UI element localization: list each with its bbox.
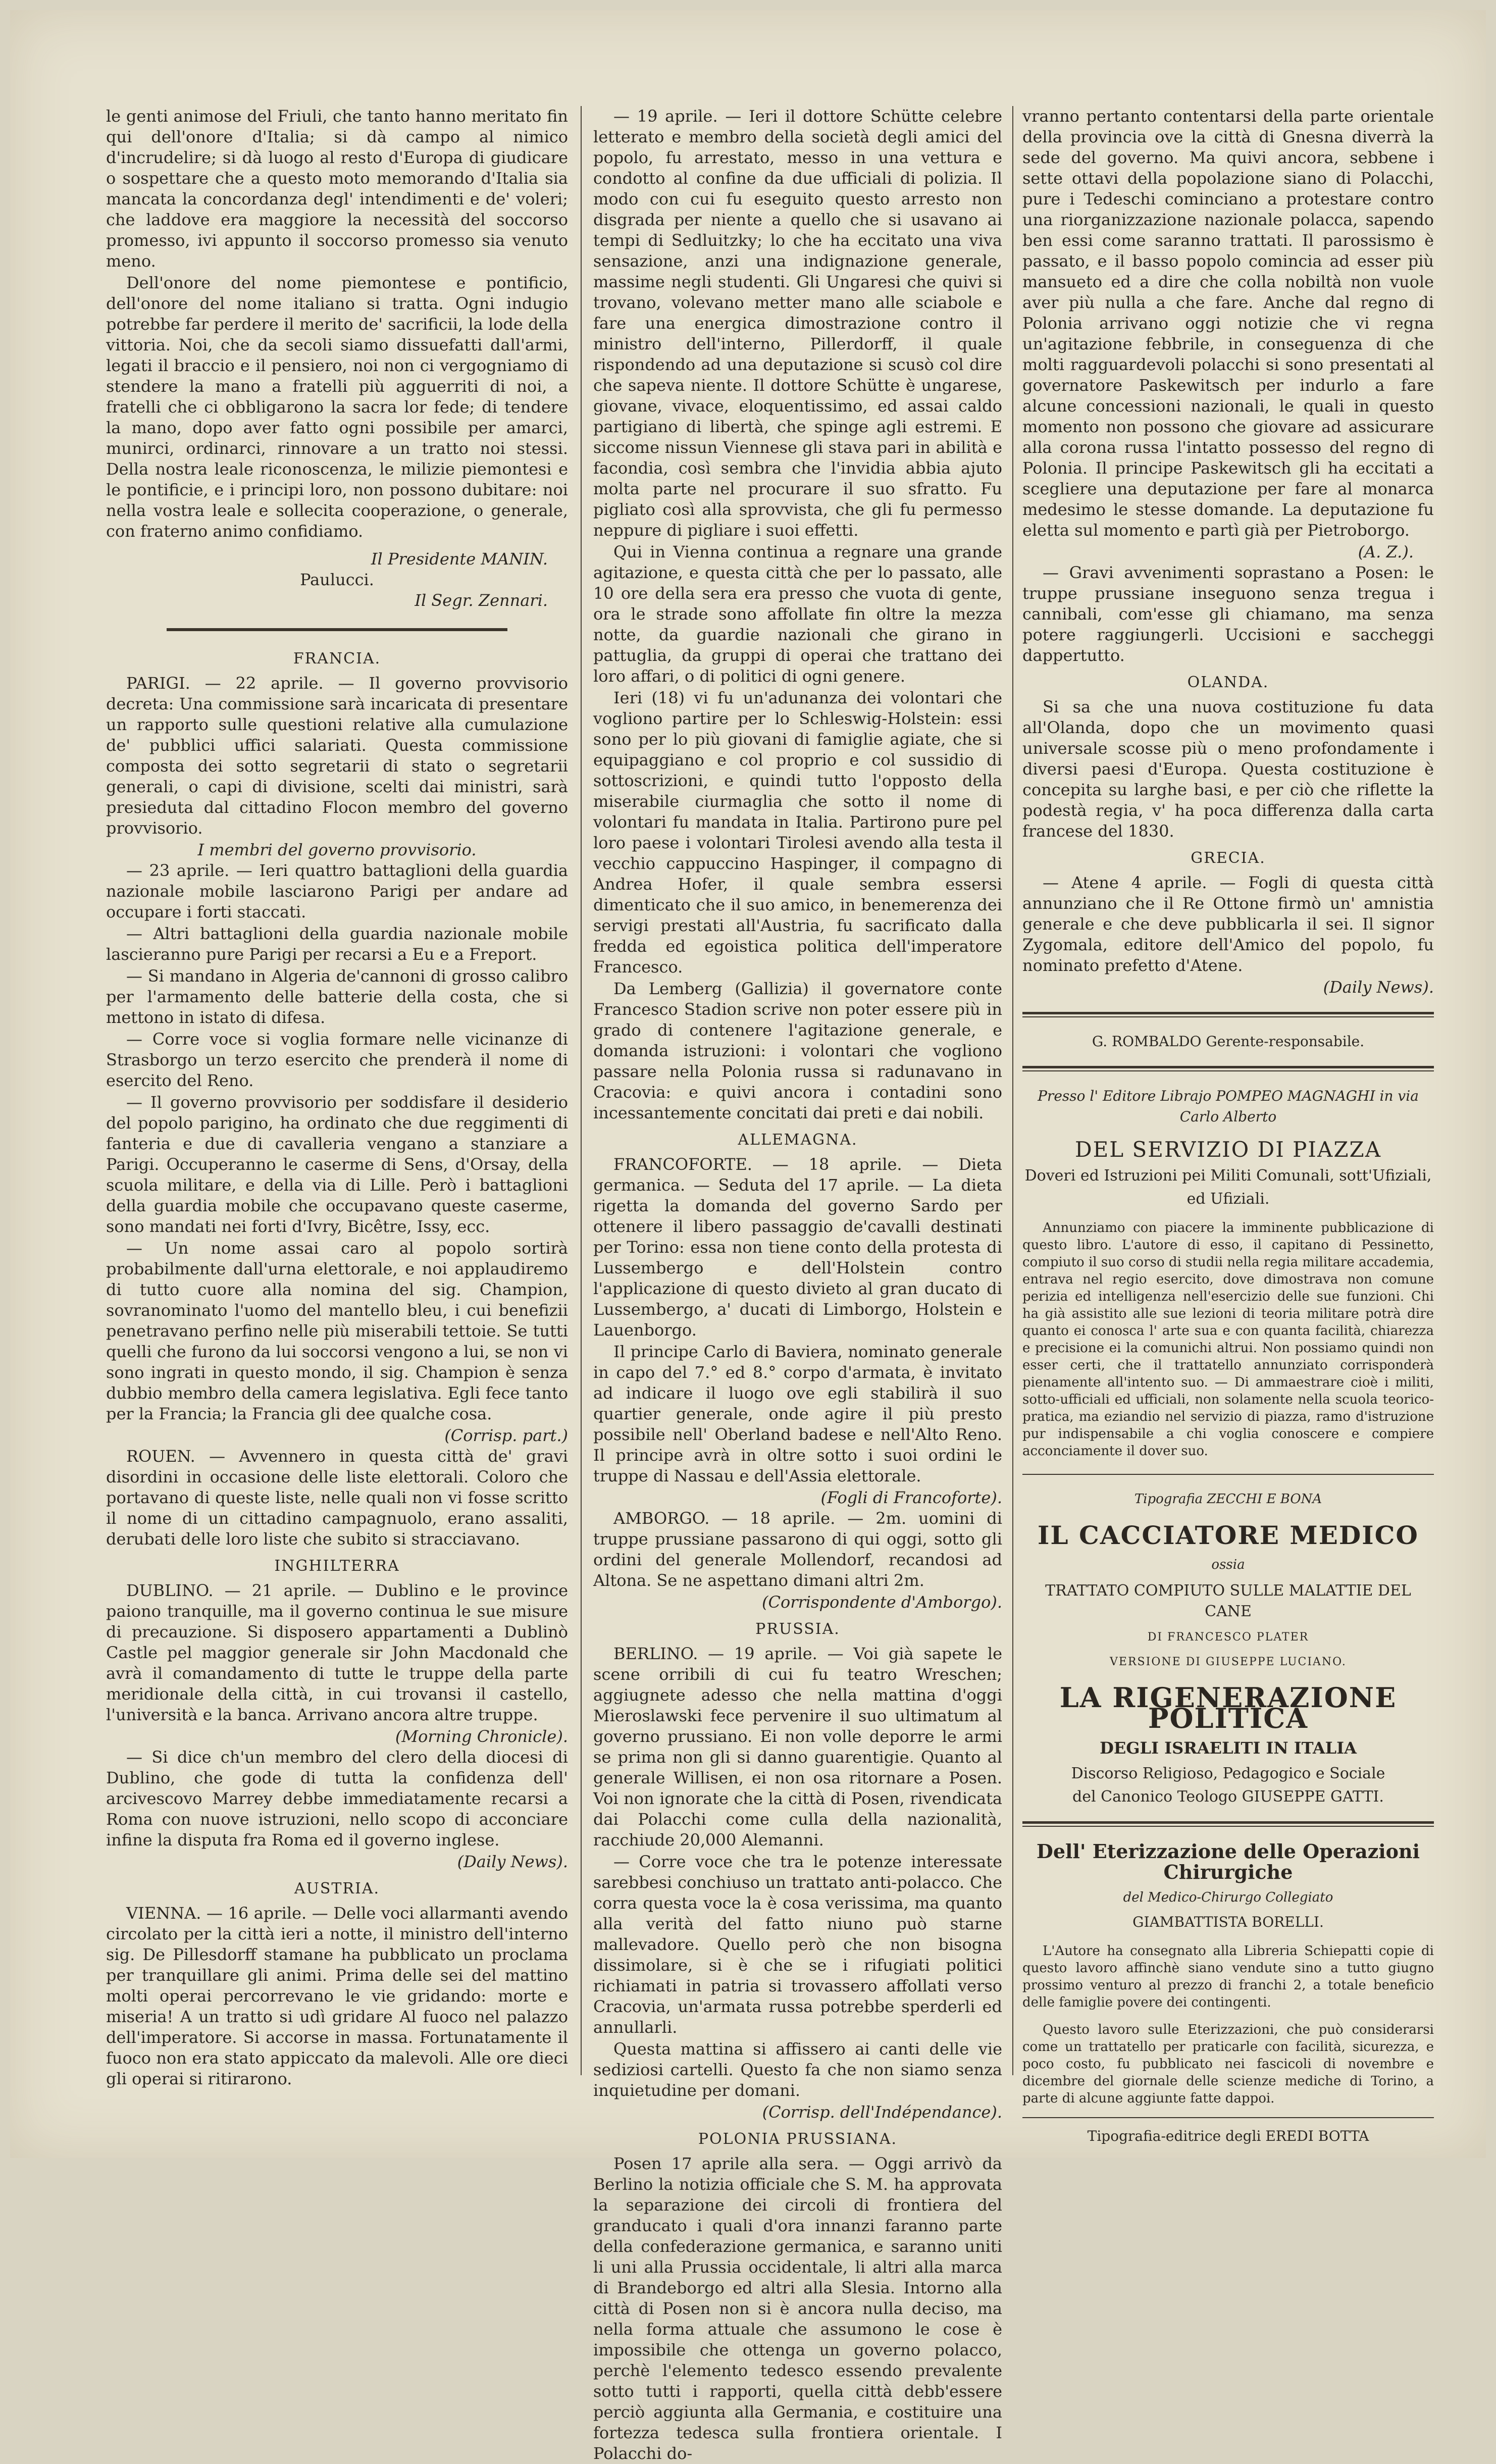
paragraph-rouen: ROUEN. — Avvennero in questa città de' gravi disordini in occasione delle liste elettorali. Coloro che portavano di queste liste, nelle quali non vi fosse scritto il nome di un cittadino campagnuolo, erano assaliti, derubati delle loro liste che subito si stracciavano. bbox=[106, 1447, 568, 1549]
divider-gerente bbox=[1022, 1012, 1434, 1017]
ad1-subtitle-1: Doveri ed Istruzioni pei Militi Comunali, sott'Ufiziali, bbox=[1024, 1167, 1432, 1185]
ad2-ossia: ossia bbox=[1211, 1557, 1245, 1572]
heading-grecia: GRECIA. bbox=[1191, 849, 1266, 867]
divider-ads bbox=[1022, 1066, 1434, 1071]
paragraph-amborgo: AMBORGO. — 18 aprile. — 2m. uomini di truppe prussiane passarono di qui oggi, sotto gli ordini del generale Mollendorf, recandosi ad Altona. Se ne aspettano dimani altri 2m. bbox=[593, 1509, 1002, 1590]
heading-polonia-prussiana: POLONIA PRUSSIANA. bbox=[698, 2130, 898, 2148]
ad2-publisher: Tipografia ZECCHI E BONA bbox=[1134, 1492, 1322, 1507]
paragraph-polacchi: vranno pertanto contentarsi della parte orientale della provincia ove la città di Gnesna diverrà la sede del governo. Ma quivi ancora, sebbene i sette ottavi della popolazione siano di Polacchi, pure i Tedeschi cominciano a protestare contro una riorganizzazione nazionale polacca, sapendo ben essi come saranno trattati. Il parossismo è passato, e il basso popolo comincia ad esser più mansueto ed a dire che colla nobiltà non vuole aver più nulla a che fare. Anche dal regno di Polonia arrivano oggi notizie che vi regna un'agitazione febbrile, in conseguenza di che molti ragguardevoli polacchi si sono presentati al governatore Paskewitsch per indurlo a fare alcune concessioni nazionali, le quali in questo momento non possono che giovare ad assicurare alla corona russa l'intatto possesso del regno di Polonia. Il principe Paskewitsch gli ha eccitati a scegliere una deputazione per fare al monarca medesimo le stesse domande. La deputazione fu eletta sul momento e partì già per Pietroborgo. bbox=[1022, 107, 1434, 540]
paragraph-lemberg: Da Lemberg (Gallizia) il governatore conte Francesco Stadion scrive non poter essere più in grado di contenere l'agitazione generale, e domanda istruzioni: i volontari che vogliono passare nella Polonia russa si radunavano in Cracovia: e quivi ancora i contadini sono incessantemente concitati dai preti e dai nobili. bbox=[593, 979, 1002, 1122]
ad4-text-1: L'Autore ha consegnato alla Libreria Schiepatti copie di questo lavoro affinchè siano vendute sino a tutto giugno prossimo venturo al prezzo di franchi 2, a totale beneficio delle famiglie povere dei contingenti. bbox=[1022, 1943, 1434, 2010]
heading-austria: AUSTRIA. bbox=[294, 1880, 380, 1897]
paragraph-algeria: — Si mandano in Algeria de'cannoni di grosso calibro per l'armamento delle batterie della costa, che si mettono in istato di difesa. bbox=[106, 966, 568, 1027]
divider-ad4-end bbox=[1022, 2117, 1434, 2118]
column-rule-1 bbox=[581, 106, 582, 2075]
heading-francia: FRANCIA. bbox=[293, 650, 381, 668]
paragraph-posen-gravi: — Gravi avvenimenti soprastano a Posen: le truppe prussiane inseguono senza tregua i cannibali, com'esse gli chiamano, ma senza potere raggiungerli. Uccisioni e saccheggi dappertutto. bbox=[1022, 563, 1434, 665]
ad1-publisher: Presso l' Editore Librajo POMPEO MAGNAGHI in via Carlo Alberto bbox=[1038, 1088, 1419, 1125]
paragraph-23aprile: — 23 aprile. — Ieri quattro battaglioni della guardia nazionale mobile lasciarono Parigi per andare ad occupare i forti staccati. bbox=[106, 861, 568, 921]
divider-ad4 bbox=[1022, 1821, 1434, 1827]
ad4-author: GIAMBATTISTA BORELLI. bbox=[1132, 1914, 1324, 1930]
paragraph-berlino: BERLINO. — 19 aprile. — Voi già sapete le scene orribili di cui fu teatro Wreschen; aggiugnete adesso che nella mattina d'oggi Mieroslawski fece pervenire il suo ultimatum al governo prussiano. Ei non volle deporre le armi se prima non gli si danno guarentigie. Quanto al generale Willisen, ei non osa ritornare a Posen. Voi non ignorate che la città di Posen, rivendicata dai Polacchi come culla della nazionalità, racchiude 20,000 Alemanni. bbox=[593, 1644, 1002, 1850]
paragraph-clero: — Si dice ch'un membro del clero della diocesi di Dublino, che gode di tutta la confidenza dell' arcivescovo Marrey debbe immediatamente recarsi a Roma con nuove istruzioni, nello scopo di acconciare infine la disputa fra Roma ed il governo inglese. bbox=[106, 1748, 568, 1850]
source-daily-news: (Daily News). bbox=[457, 1852, 568, 1871]
ad1-title: DEL SERVIZIO DI PIAZZA bbox=[1074, 1137, 1382, 1162]
source-corrisp: (Corrisp. part.) bbox=[444, 1426, 568, 1445]
column-1 bbox=[106, 106, 568, 2088]
paragraph-19aprile: — 19 aprile. — Ieri il dottore Schütte celebre letterato e membro della società degli amici del popolo, fu arrestato, messo in una vettura e condotto al confine da due ufficiali di polizia. Il modo con cui fu eseguito questo arresto non disgrada per niente a quello che si usavano ai tempi di Sedluitzky; lo che ha eccitato una viva sensazione, anzi una indignazione generale, massime negli studenti. Gli Ungaresi che quivi si trovano, volevano metter mano alle sciabole e fare una energica dimostrazione contro il ministro dell'interno, Pillerdorff, il quale rispondendo ad una deputazione si scusò col dire che sapeva niente. Il dottore Schütte è ungarese, giovane, vivace, eloquentissimo, ed assai caldo partigiano di libertà, che spinge agli estremi. E siccome nissun Viennese gli stava pari in abilità e facondia, così sembra che l'invidia abbia ajuto molta parte nel procurare il suo sfratto. Fu pigliato così alla sprovvista, che gli fu permesso neppure di pigliare i suoi effetti. bbox=[593, 107, 1002, 540]
source-morning-chronicle: (Morning Chronicle). bbox=[395, 1727, 568, 1746]
ad2-version: VERSIONE DI GIUSEPPE LUCIANO. bbox=[1110, 1656, 1347, 1668]
heading-olanda: OLANDA. bbox=[1187, 674, 1269, 691]
newspaper-page bbox=[10, 10, 1486, 2463]
paragraph-dublino: DUBLINO. — 21 aprile. — Dublino e le province paiono tranquille, ma il governo continua le sue misure di precauzione. Si disposero appartamenti a Dublinò Castle pel maggior generale sir John Macdonald che avrà il comandamento di tutte le truppe della parte meridionale della città, in cui trovansi il castello, l'università e la banca. Arrivano ancora altre truppe. bbox=[106, 1581, 568, 1724]
paragraph-vienna-agitazione: Qui in Vienna continua a regnare una grande agitazione, e questa città che per lo passato, alle 10 ore della sera era presso che vuota di gente, ora le strade sono affollate fin oltre la mezza notte, da guardie nazionali che girano in pattuglia, da gruppi di operai che trattano dei loro affari, o di politici di ogni genere. bbox=[593, 542, 1002, 686]
paragraph-olanda: Si sa che una nuova costituzione fu data all'Olanda, dopo che un movimento quasi universale scosse più o meno profondamente i diversi paesi d'Europa. Questa costituzione è concepita su larghe basi, e per ciò che riflette la podestà regia, v' ha poca differenza dalla carta francese del 1830. bbox=[1022, 697, 1434, 841]
ad3-subtitle: DEGLI ISRAELITI IN ITALIA bbox=[1100, 1738, 1357, 1758]
ad3-description: Discorso Religioso, Pedagogico e Sociale bbox=[1071, 1765, 1385, 1782]
heading-inghilterra: INGHILTERRA bbox=[274, 1557, 400, 1575]
section-divider bbox=[167, 628, 507, 631]
paragraph-onore: Dell'onore del nome piemontese e pontificio, dell'onore del nome italiano si tratta. Ogni indugio potrebbe far perdere il merito de' sacrificii, la lode della vittoria. Noi, che da secoli siamo dissuefatti dall'armi, legati il braccio e il pensiero, noi non ci vergogniamo di stendere la mano a fratelli più agguerriti di noi, a fratelli che ci obbligarono la sacra lor fede; di tendere la mano, dopo aver fatto ogni possibile per amarci, munirci, ordinarci, rinnovare a un tratto noi stessi. Della nostra leale riconoscenza, le milizie piemontesi e le pontificie, e i principi loro, non possono dubitare: noi nella vostra leale e sollecita cooperazione, o generale, con fraterno animo confidiamo. bbox=[106, 273, 568, 541]
source-independance: (Corrisp. dell'Indépendance). bbox=[762, 2102, 1002, 2122]
ad1-subtitle-2: ed Ufiziali. bbox=[1187, 1190, 1270, 1208]
paragraph-intro: le genti animose del Friuli, che tanto hanno meritato fin qui dell'onore d'Italia; si dà campo al nimico d'incrudelire; si dà luogo al resto d'Europa di giudicare o sospettare che a questo moto memorando d'Italia sia mancata la concordanza degl' intendimenti e de' voleri; che laddove era maggiore la necessità del soccorso promesso, ivi appunto il soccorso promesso sia venuto meno. bbox=[106, 107, 568, 271]
paragraph-governo: — Il governo provvisorio per soddisfare il desiderio del popolo parigino, ha ordinato che due reggimenti di fanteria e due di cavalleria vengano a stanziare a Parigi. Occuperanno le caserme di Sens, d'Orsay, della scuola militare, e della via di Lille. Però i battaglioni della guardia mobile che occupavano queste caserme, sono mandati nei forti d'Ivry, Bicêtre, Issy, ecc. bbox=[106, 1093, 568, 1236]
signature-paulucci: Paulucci. bbox=[300, 570, 374, 589]
heading-allemagna: ALLEMAGNA. bbox=[738, 1131, 858, 1149]
paragraph-francoforte: FRANCOFORTE. — 18 aprile. — Dieta germanica. — Seduta del 17 aprile. — La dieta rigetta la domanda del governo Sardo per ottenere il libero passaggio de'cavalli destinati per Torino: essa non tiene conto della protesta di Lussembergo e dell'Holstein contro l'applicazione di questo divieto al gran ducato di Lussembergo, a' ducati di Limborgo, Holstein e Lauenborgo. bbox=[593, 1155, 1002, 1340]
paragraph-altri-battaglioni: — Altri battaglioni della guardia nazionale mobile lascieranno pure Parigi per recarsi a Eu e a Freport. bbox=[106, 924, 568, 964]
column-3 bbox=[1022, 106, 1434, 2144]
paragraph-parigi: PARIGI. — 22 aprile. — Il governo provvisorio decreta: Una commissione sarà incaricata di presentare un rapporto sulle questioni relative alla cumulazione de' pubblici uffici salariati. Questa commissione composta dei sotto segretarii di stato o segretarii generali, o capi di divisione, scelti dai ministri, sarà presieduta dal cittadino Flocon membro del governo provvisorio. bbox=[106, 674, 568, 838]
ad3-author: del Canonico Teologo GIUSEPPE GATTI. bbox=[1072, 1788, 1384, 1806]
signature-secretary: Il Segr. Zennari. bbox=[415, 591, 548, 610]
signature-president: Il Presidente MANIN. bbox=[371, 549, 548, 569]
paragraph-volontari: Ieri (18) vi fu un'adunanza dei volontari che vogliono partire per lo Schleswig-Holstein: essi sono per lo più giovani di famiglie agiate, che si equipaggiano e col proprio e col sussidio di sottoscrizioni, e quindi tutto l'opposto della miserabile ciurmaglia che sotto il nome di volontari fu mandata in Italia. Partirono pure pel loro paese i volontari Tirolesi avendo alla testa il vecchio cappuccino Haspinger, il compagno di Andrea Hofer, il quale sembra essersi dimenticato che il suo amico, in benemerenza dei servigi prestati all'Austria, fu sacrificato dalla fredda ed egoistica politica dell'imperatore Francesco. bbox=[593, 688, 1002, 977]
column-2 bbox=[593, 106, 1002, 2463]
ad2-subtitle: TRATTATO COMPIUTO SULLE MALATTIE DEL CANE bbox=[1045, 1582, 1411, 1620]
ad1-text: Annunziamo con piacere la imminente pubblicazione di questo libro. L'autore di esso, il capitano di Pessinetto, compiuto il suo corso di studii nella regia militare accademia, entrava nel regio esercito, dove dimostrava non comune perizia ed intelligenza nell'esercizio delle sue funzioni. Chi ha già assistito alle sue lezioni di teoria militare potrà dire quanto ei conosca l' arte sua e con quanta facilità, chiarezza e precisione ei la comunichi altrui. Non possiamo quindi non esser certi, che il trattatello annunziato corrisponderà pienamente all'intento suo. — Di ammaestrare cioè i militi, sotto-ufficiali ed ufficiali, non solamente nella scuola teorico-pratica, ma eziandio nel servizio di piazza, ramo d'istruzione pur indispensabile a chi voglia conoscere e compiere acconciamente il dover suo. bbox=[1022, 1220, 1434, 1459]
ad3-title: LA RIGENERAZIONE POLITICA bbox=[1059, 1681, 1397, 1734]
paragraph-cartelli: Questa mattina si affissero ai canti delle vie sediziosi cartelli. Questo fa che non siamo senza inquietudine per domani. bbox=[593, 2039, 1002, 2100]
paragraph-champion: — Un nome assai caro al popolo sortirà probabilmente dall'urna elettorale, e noi applaudiremo di tutto cuore alla nomina del sig. Champion, sovranominato l'uomo del mantello bleu, i cui benefizii penetravano perfino nelle più miserabili tettoie. Se tutti quelli che furono da lui soccorsi vengono a lui, se non vi sono ingrati in questo mondo, il sig. Champion è senza dubbio membro della camera legislativa. Egli fece tanto per la Francia; la Francia gli dee qualche cosa. bbox=[106, 1239, 568, 1423]
ad4-text-2: Questo lavoro sulle Eterizzazioni, che può considerarsi come un trattatello per praticarle con facilità, sicurezza, e poco costo, fu pubblicato nei fascicoli di novembre e dicembre del giornale delle scienze mediche di Torino, a parte di alcune aggiunte fatte dappoi. bbox=[1022, 2022, 1434, 2106]
source-fogli-francoforte: (Fogli di Francoforte). bbox=[820, 1488, 1002, 1507]
gerente-responsabile: G. ROMBALDO Gerente-responsabile. bbox=[1092, 1033, 1365, 1050]
paragraph-vienna: VIENNA. — 16 aprile. — Delle voci allarmanti avendo circolato per la città ieri a notte, il ministro dell'interno sig. De Pillesdorff stamane ha pubblicato un proclama per tranquillare gli animi. Prima delle sei del mattino molti operai percorrevano le vie gridando: morte e miseria! A un tratto si udì gridare Al fuoco nel palazzo dell'imperatore. Si accorse in massa. Fortunatamente il fuoco non era stato appiccato da malevoli. Alle ore dieci gli operai si ritirarono. bbox=[106, 1904, 568, 2088]
paragraph-carlo-baviera: Il principe Carlo di Baviera, nominato generale in capo del 7.° ed 8.° corpo d'armata, è invitato ad indicare il luogo ove egli stabilirà il suo quartier generale, onde agire il più presto possibile nell' Oberland badese e nell'Alto Reno. Il principe avrà in oltre sotto i suoi ordini le truppe di Nassau e dell'Assia elettorale. bbox=[593, 1342, 1002, 1485]
ad4-by: del Medico-Chirurgo Collegiato bbox=[1123, 1890, 1333, 1905]
divider-ad2 bbox=[1022, 1474, 1434, 1475]
paragraph-trattato: — Corre voce che tra le potenze interessate sarebbesi conchiuso un trattato anti-polacco. Che corra questa voce la è cosa verissima, ma quanto alla verità del fatto niuno può starne mallevadore. Quello però che non bisogna dissimolare, si è che se i rifugiati politici richiamati in patria si trovassero affollati verso Cracovia, un'armata russa potrebbe sperderli ed annullarli. bbox=[593, 1852, 1002, 2037]
source-daily-news-2: (Daily News). bbox=[1323, 978, 1434, 997]
ad2-title: IL CACCIATORE MEDICO bbox=[1038, 1520, 1419, 1550]
source-amborgo: (Corrispondente d'Amborgo). bbox=[761, 1593, 1002, 1612]
paragraph-strasborgo: — Corre voce si voglia formare nelle vicinanze di Strasborgo un terzo esercito che prenderà il nome di esercito del Reno. bbox=[106, 1030, 568, 1090]
ad4-publisher: Tipografia-editrice degli EREDI BOTTA bbox=[1087, 2128, 1369, 2144]
ad2-author: DI FRANCESCO PLATER bbox=[1147, 1631, 1309, 1644]
heading-prussia: PRUSSIA. bbox=[755, 1620, 840, 1638]
ad4-title: Dell' Eterizzazione delle Operazioni Chirurgiche bbox=[1036, 1840, 1420, 1883]
column-rule-2 bbox=[1012, 106, 1013, 2075]
signature-membri: I membri del governo provvisorio. bbox=[197, 840, 477, 859]
paragraph-posen: Posen 17 aprile alla sera. — Oggi arrivò da Berlino la notizia officiale che S. M. ha approvata la separazione dei circoli di frontiera del granducato i quali d'ora innanzi faranno parte della confederazione germanica, e saranno uniti li uni alla Prussia occidentale, li altri alla marca di Brandeborgo ed altri alla Slesia. Intorno alla città di Posen non si è ancora nulla deciso, ma nella forma attuale che assumono le cose è impossibile che ottenga un governo polacco, perchè l'elemento tedesco essendo prevalente sotto tutti i rapporti, quella città debb'essere perciò aggiunta alla Germania, e costituire una fortezza tedesca sulla frontiera orientale. I Polacchi do- bbox=[593, 2154, 1002, 2463]
source-az: (A. Z.). bbox=[1358, 542, 1414, 561]
paragraph-atene: — Atene 4 aprile. — Fogli di questa città annunziano che il Re Ottone firmò un' amnistia generale e che deve pubblicarla il sei. Il signor Zygomala, editore dell'Amico del popolo, fu nominato prefetto d'Atene. bbox=[1022, 873, 1434, 975]
